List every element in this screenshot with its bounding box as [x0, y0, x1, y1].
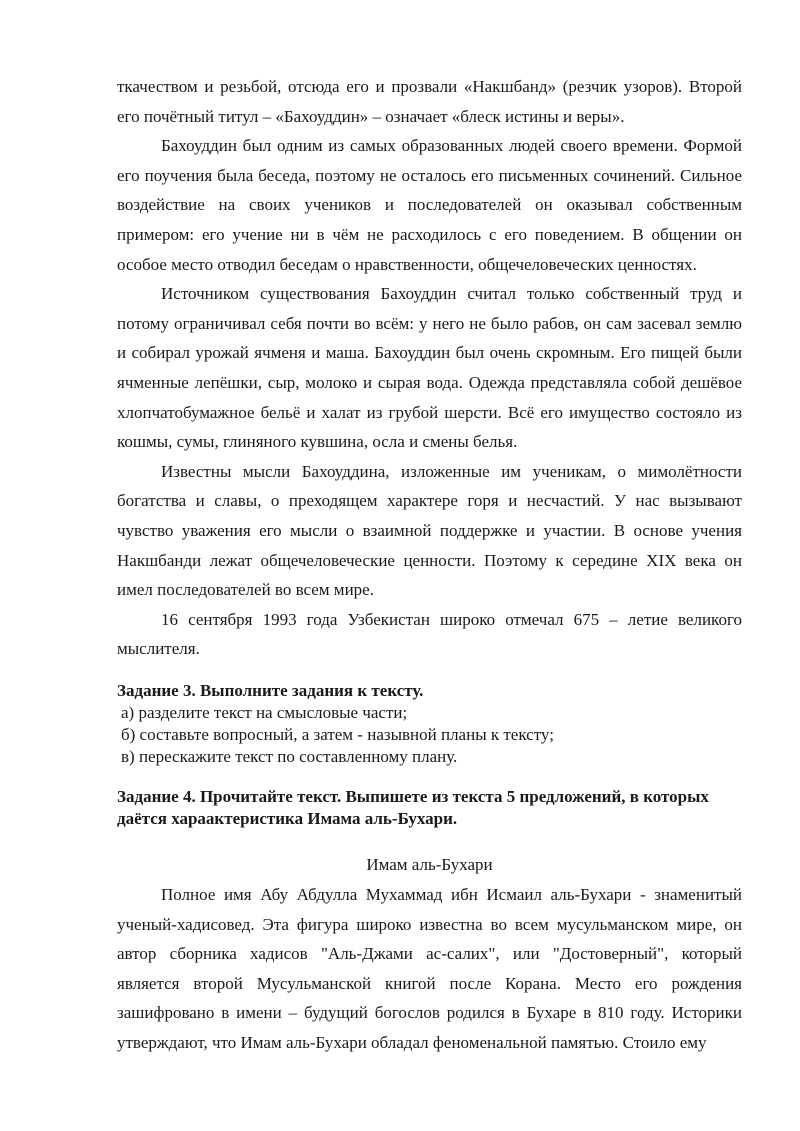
- paragraph: ткачеством и резьбой, отсюда его и прозвали «Накшбанд» (резчик узоров). Второй его почётный титул – «Бахоуддин» – означает «блеск истины и веры».: [117, 77, 742, 126]
- task-4: [117, 786, 742, 830]
- paragraph: Бахоуддин был одним из самых образованных людей своего времени. Формой его поучения была беседа, поэтому не осталось его письменных сочинений. Сильное воздействие на своих учеников и последователей он оказывал собственным примером: его учение ни в чём не расходилось с его поведением. В общении он особое место отводил беседам о нравственности, общечеловеческих ценностях.: [117, 136, 742, 274]
- task-3-item: а) разделите текст на смысловые части;: [121, 703, 408, 722]
- task-3-item: в) перескажите текст по составленному плану.: [121, 747, 458, 766]
- text-block-bukhari: [117, 880, 742, 1058]
- paragraph: Известны мысли Бахоуддина, изложенные им ученикам, о мимолётности богатства и славы, о преходящем характере горя и несчастий. У нас вызывают чувство уважения его мысли о взаимной поддержке и участии. В основе учения Накшбанди лежат общечеловеческие ценности. Поэтому к середине XIX века он имел последователей во всем мире.: [117, 461, 742, 600]
- paragraph: Полное имя Абу Абдулла Мухаммад ибн Исмаил аль-Бухари - знаменитый ученый-хадисовед. Эта фигура широко известна во всем мусульманском мире, он автор сборника хадисов "Аль-Джами ас-салих", или "Достоверный", который является второй Мусульманской книгой после Корана. Место его рождения зашифровано в имени – будущий богослов родился в Бухаре в 810 году. Историки утверждают, что Имам аль-Бухари обладал феноменальной памятью. Стоило ему: [117, 885, 742, 1052]
- task-3-item: б) составьте вопросный, а затем - назывной планы к тексту;: [121, 725, 554, 744]
- paragraph: 16 сентября 1993 года Узбекистан широко отмечал 675 – летие великого мыслителя.: [117, 609, 742, 659]
- section-heading: Имам аль-Бухари: [366, 855, 493, 874]
- task-4-title: Задание 4. Прочитайте текст. Выпишете из текста 5 предложений, в которых даётся хараактеристика Имама аль-Бухари.: [117, 787, 709, 828]
- task-3: [117, 680, 742, 768]
- text-block-bahouddin: [117, 72, 742, 664]
- task-3-title: Задание 3. Выполните задания к тексту.: [117, 681, 424, 700]
- paragraph: Источником существования Бахоуддин считал только собственный труд и потому ограничивал себя почти во всём: у него не было рабов, он сам засевал землю и собирал урожай ячменя и маша. Бахоуддин был очень скромным. Его пищей были ячменные лепёшки, сыр, молоко и сырая вода. Одежда представляла собой дешёвое хлопчатобумажное бельё и халат из грубой шерсти. Всё его имущество состояло из кошмы, сумы, глиняного кувшина, осла и смены белья.: [117, 284, 742, 452]
